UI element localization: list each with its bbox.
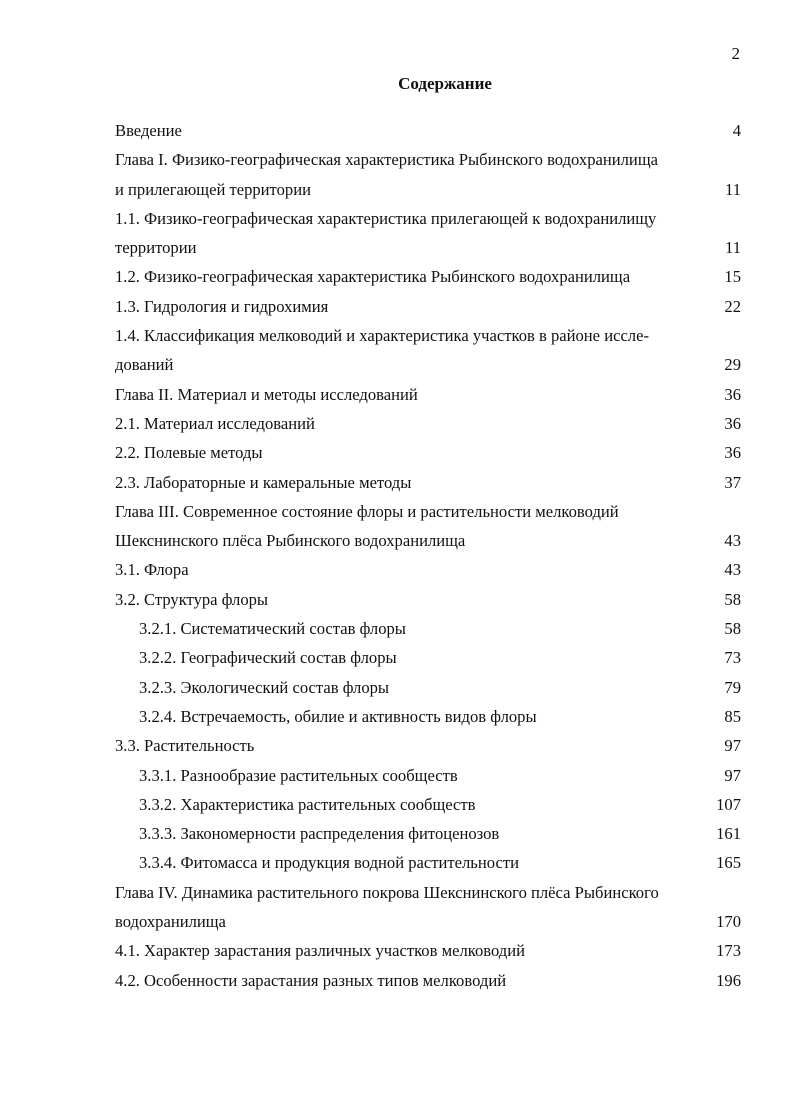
toc-entry-page-number: 170: [716, 912, 741, 932]
toc-entry-text: 3.3. Растительность: [115, 736, 255, 756]
toc-entry-page-number: 107: [716, 794, 741, 814]
toc-entry-page-number: 37: [724, 472, 741, 492]
toc-entry: [115, 321, 741, 380]
toc-entry: [115, 555, 741, 584]
toc-entry-page-number: 29: [724, 355, 741, 375]
toc-entry-text: 3.3.2. Характеристика растительных сообществ: [139, 794, 476, 814]
toc-entry: [115, 761, 741, 790]
toc-entry-text: Шекснинского плёса Рыбинского водохранилища: [115, 531, 466, 551]
toc-entry-page-number: 58: [724, 589, 741, 609]
toc-entry-page-number: 73: [724, 648, 741, 668]
toc-entry-page-number: 79: [724, 677, 741, 697]
toc-entry-text: 1.2. Физико-географическая характеристика Рыбинского водохранилища: [115, 267, 631, 287]
toc-entry: [115, 966, 741, 995]
toc-entry-text: 1.4. Классификация мелководий и характеристика участков в районе иссле-: [115, 326, 649, 346]
toc-entry-text: 1.1. Физико-географическая характеристика прилегающей к водохранилищу: [115, 208, 657, 228]
toc-entry-text: 2.1. Материал исследований: [115, 413, 315, 433]
toc-entry-page-number: 165: [716, 853, 741, 873]
toc-entry: [115, 790, 741, 819]
toc-entry: [115, 585, 741, 614]
toc-entry-text: Введение: [115, 121, 182, 140]
toc-entry-text: 2.2. Полевые методы: [115, 443, 263, 463]
toc-entry-text: водохранилища: [115, 912, 226, 932]
toc-entry-text: и прилегающей территории: [115, 179, 311, 199]
toc-entry: [115, 292, 741, 321]
toc-entry: [115, 673, 741, 702]
toc-entry-text: Глава I. Физико-географическая характеристика Рыбинского водохранилища: [115, 150, 658, 170]
toc-entry: [115, 497, 741, 556]
toc-entry-page-number: 196: [716, 970, 741, 990]
toc-entry: [115, 702, 741, 731]
toc-entry: [115, 204, 741, 263]
toc-entry-text: 3.3.3. Закономерности распределения фитоценозов: [139, 824, 500, 844]
toc-entry: [115, 819, 741, 848]
toc-entry: [115, 643, 741, 672]
toc-entry-page-number: 97: [724, 736, 741, 756]
toc-entry: [115, 614, 741, 643]
toc-entry-page-number: 11: [725, 238, 741, 258]
toc-entry-page-number: 97: [724, 765, 741, 785]
toc-entry: [115, 380, 741, 409]
toc-entry-page-number: 58: [724, 619, 741, 639]
toc-entry-text: 1.3. Гидрология и гидрохимия: [115, 296, 329, 316]
toc-entry-text: 4.1. Характер зарастания различных участков мелководий: [115, 941, 525, 961]
toc-entry-text: 4.2. Особенности зарастания разных типов мелководий: [115, 970, 507, 990]
toc-entry-page-number: 22: [724, 296, 741, 316]
toc-entry-text: территории: [115, 238, 197, 258]
toc-entry-page-number: 161: [716, 824, 741, 844]
toc-entry-text: 3.2.4. Встречаемость, обилие и активность видов флоры: [139, 706, 537, 726]
toc-entry-text: Глава IV. Динамика растительного покрова Шекснинского плёса Рыбинского: [115, 882, 659, 902]
toc-entry-text: 3.1. Флора: [115, 560, 189, 580]
toc-entry: [115, 848, 741, 877]
toc-entry: [115, 409, 741, 438]
toc-entry: [115, 438, 741, 467]
toc-entry: [115, 116, 741, 145]
toc-entry-page-number: 36: [724, 384, 741, 404]
toc-entry-text: 3.2.2. Географический состав флоры: [139, 648, 397, 668]
toc-entry: [115, 468, 741, 497]
toc-entry-text: 2.3. Лабораторные и камеральные методы: [115, 472, 412, 492]
toc-entry-page-number: 36: [724, 443, 741, 463]
toc-entry-text: 3.3.1. Разнообразие растительных сообществ: [139, 765, 458, 785]
toc-entry-page-number: 11: [725, 179, 741, 199]
toc-entry: [115, 936, 741, 965]
toc-entry-text: 3.2.3. Экологический состав флоры: [139, 677, 390, 697]
toc-entry: [115, 145, 741, 204]
toc-entry-text: Глава II. Материал и методы исследований: [115, 384, 418, 404]
toc-entry-text: 3.3.4. Фитомасса и продукция водной растительности: [139, 853, 519, 873]
toc-entry-text: Глава III. Современное состояние флоры и растительности мелководий: [115, 501, 619, 521]
toc-entry: [115, 878, 741, 937]
toc-entry-page-number: 36: [724, 413, 741, 433]
toc-entry-page-number: 173: [716, 941, 741, 961]
page-title: Содержание: [398, 74, 492, 93]
toc-entry-page-number: 43: [724, 560, 741, 580]
table-of-contents: [115, 116, 741, 995]
toc-entry: [115, 731, 741, 760]
toc-entry-text: 3.2. Структура флоры: [115, 589, 269, 609]
toc-entry-text: 3.2.1. Систематический состав флоры: [139, 619, 406, 639]
toc-entry-page-number: 43: [724, 531, 741, 551]
toc-entry-text: дований: [115, 355, 174, 375]
page-number: 2: [731, 44, 740, 63]
toc-entry-page-number: 4: [732, 121, 741, 140]
toc-entry: [115, 262, 741, 291]
toc-entry-page-number: 85: [724, 706, 741, 726]
toc-entry-page-number: 15: [724, 267, 741, 287]
